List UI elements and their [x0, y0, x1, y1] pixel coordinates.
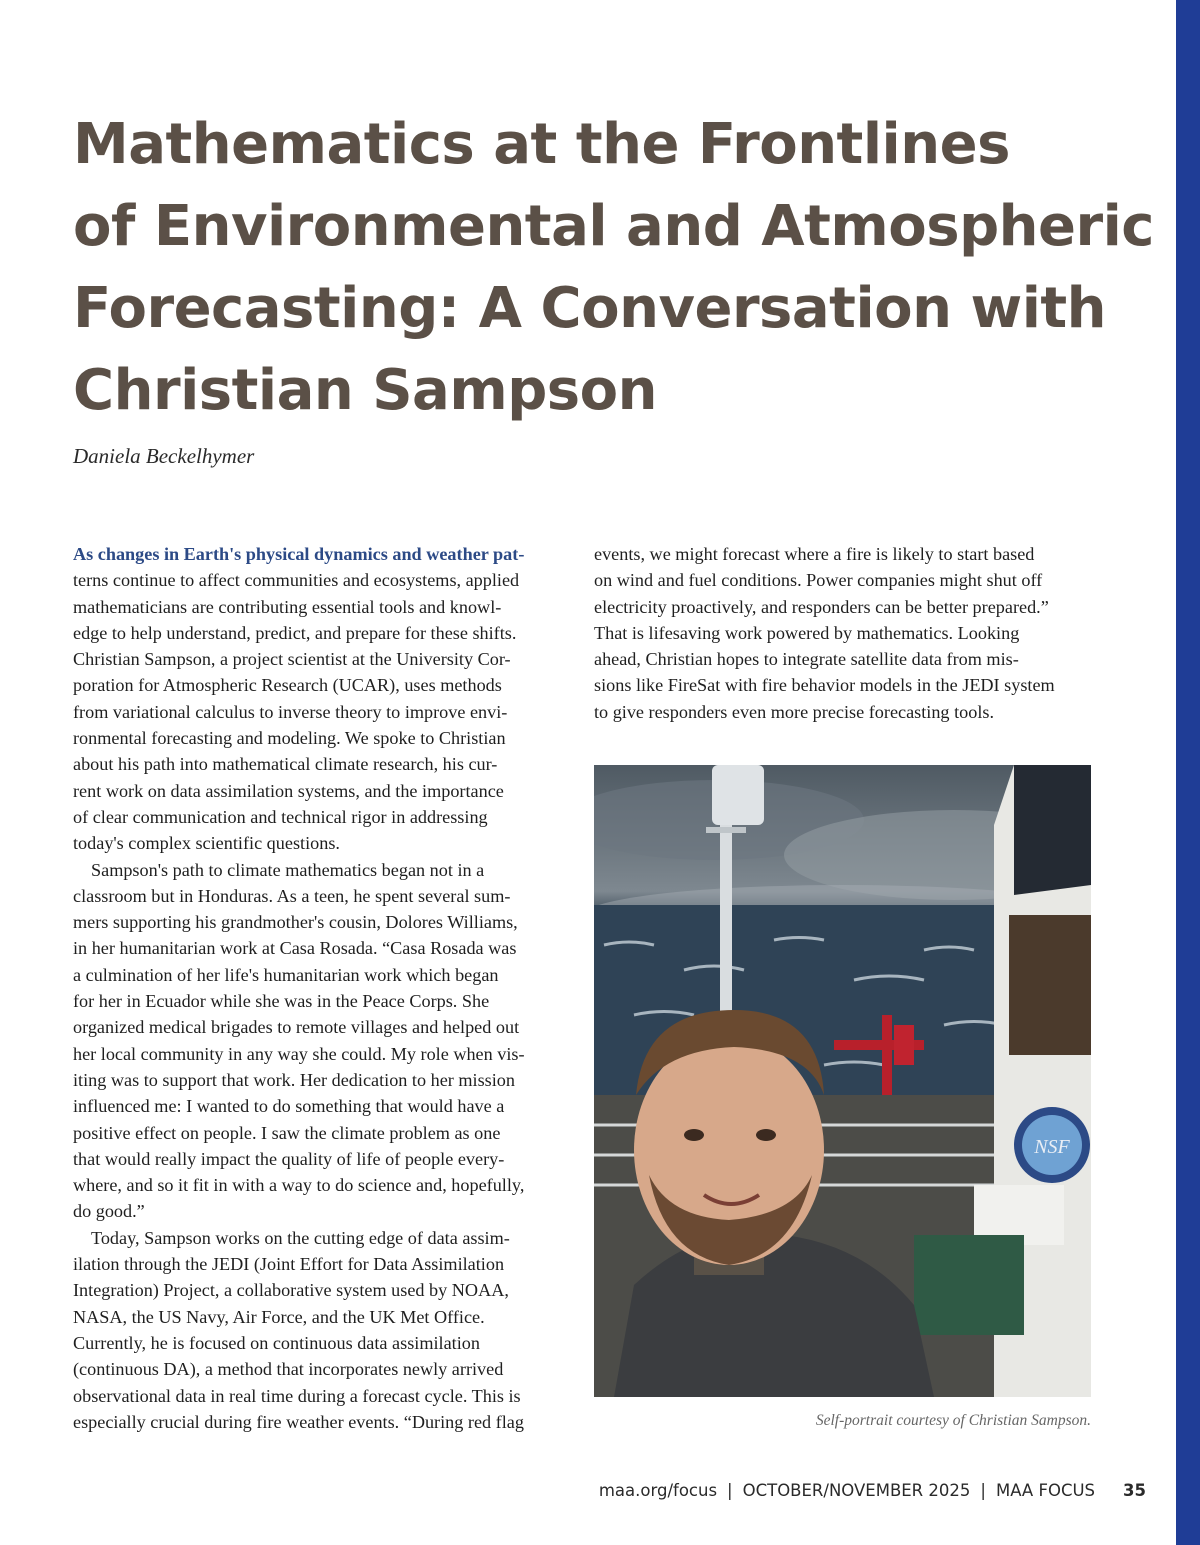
body-line: NASA, the US Navy, Air Force, and the UK Met Office.: [73, 1306, 485, 1327]
body-line: rent work on data assimilation systems, and the importance: [73, 780, 504, 801]
body-line: positive effect on people. I saw the climate problem as one: [73, 1122, 501, 1143]
body-line: sions like FireSat with fire behavior models in the JEDI system: [594, 675, 1055, 696]
body-line: terns continue to affect communities and ecosystems, applied: [73, 570, 520, 591]
body-line: of clear communication and technical rigor in addressing: [73, 806, 488, 827]
body-line: do good.”: [73, 1201, 145, 1222]
body-line: influenced me: I wanted to do something that would have a: [73, 1096, 505, 1117]
body-line: her local community in any way she could. My role when vis-: [73, 1043, 525, 1064]
body-column-right: [594, 541, 1091, 725]
footer-separator: |: [727, 1481, 733, 1500]
body-line: Integration) Project, a collaborative system used by NOAA,: [73, 1280, 509, 1301]
footer-magazine: MAA FOCUS: [995, 1481, 1096, 1500]
body-line: from variational calculus to inverse theory to improve envi-: [73, 701, 508, 722]
body-line: mers supporting his grandmother's cousin, Dolores Williams,: [73, 912, 518, 933]
selfie-photo-on-ship: [594, 765, 1091, 1397]
footer-url: maa.org/focus: [598, 1481, 718, 1500]
body-line: to give responders even more precise forecasting tools.: [594, 701, 994, 722]
title-line: of Environmental and Atmospheric: [73, 194, 1155, 259]
page-number: 35: [1123, 1481, 1146, 1500]
body-line: mathematicians are contributing essential tools and knowl-: [73, 596, 502, 617]
body-line: in her humanitarian work at Casa Rosada. “Casa Rosada was: [73, 938, 517, 959]
photo-illustration: [594, 765, 1091, 1397]
paragraph-start-line: Sampson's path to climate mathematics began not in a: [91, 859, 485, 880]
page-edge-color-bar: [1176, 0, 1200, 1545]
paragraph-start-line: Today, Sampson works on the cutting edge of data assim-: [91, 1227, 510, 1248]
title-line: Forecasting: A Conversation with: [73, 276, 1107, 341]
body-line: (continuous DA), a method that incorporates newly arrived: [73, 1359, 504, 1380]
body-line: electricity proactively, and responders can be better prepared.”: [594, 596, 1049, 617]
body-line: especially crucial during fire weather events. “During red flag: [73, 1411, 524, 1432]
body-line: organized medical brigades to remote villages and helped out: [73, 1017, 520, 1038]
body-line: Currently, he is focused on continuous data assimilation: [73, 1332, 480, 1353]
body-column-left: [73, 541, 567, 1435]
body-line: where, and so it fit in with a way to do science and, hopefully,: [73, 1175, 525, 1196]
body-line: edge to help understand, predict, and prepare for these shifts.: [73, 622, 517, 643]
body-line: observational data in real time during a forecast cycle. This is: [73, 1385, 521, 1406]
body-line: iting was to support that work. Her dedication to her mission: [73, 1069, 515, 1090]
body-line: Christian Sampson, a project scientist at the University Cor-: [73, 649, 511, 670]
lead-in-text: As changes in Earth's physical dynamics and weather pat-: [73, 544, 525, 564]
body-line: for her in Ecuador while she was in the Peace Corps. She: [73, 991, 490, 1012]
footer-separator: |: [980, 1481, 986, 1500]
photo-caption: Self-portrait courtesy of Christian Sampson.: [815, 1412, 1091, 1429]
title-line: Mathematics at the Frontlines: [73, 112, 1010, 177]
body-line: That is lifesaving work powered by mathematics. Looking: [594, 622, 1020, 643]
body-line: classroom but in Honduras. As a teen, he spent several sum-: [73, 885, 511, 906]
page-footer: [599, 1481, 1146, 1500]
article-author: Daniela Beckelhymer: [73, 444, 255, 468]
footer-issue: OCTOBER/NOVEMBER 2025: [742, 1481, 971, 1500]
article-title: [73, 104, 1155, 432]
body-line: about his path into mathematical climate research, his cur-: [73, 754, 498, 775]
body-line: on wind and fuel conditions. Power companies might shut off: [594, 570, 1043, 591]
title-line: Christian Sampson: [73, 358, 657, 423]
body-line: poration for Atmospheric Research (UCAR), uses methods: [73, 675, 502, 696]
body-line: ahead, Christian hopes to integrate satellite data from mis-: [594, 649, 1019, 670]
body-line: that would really impact the quality of life of people every-: [73, 1148, 505, 1169]
body-line: ilation through the JEDI (Joint Effort for Data Assimilation: [73, 1254, 505, 1275]
body-line: ronmental forecasting and modeling. We spoke to Christian: [73, 728, 506, 749]
body-line: events, we might forecast where a fire is likely to start based: [594, 544, 1035, 564]
body-line: a culmination of her life's humanitarian work which began: [73, 964, 499, 985]
emblem-text: NSF: [1034, 1136, 1070, 1158]
body-line: today's complex scientific questions.: [73, 833, 340, 854]
